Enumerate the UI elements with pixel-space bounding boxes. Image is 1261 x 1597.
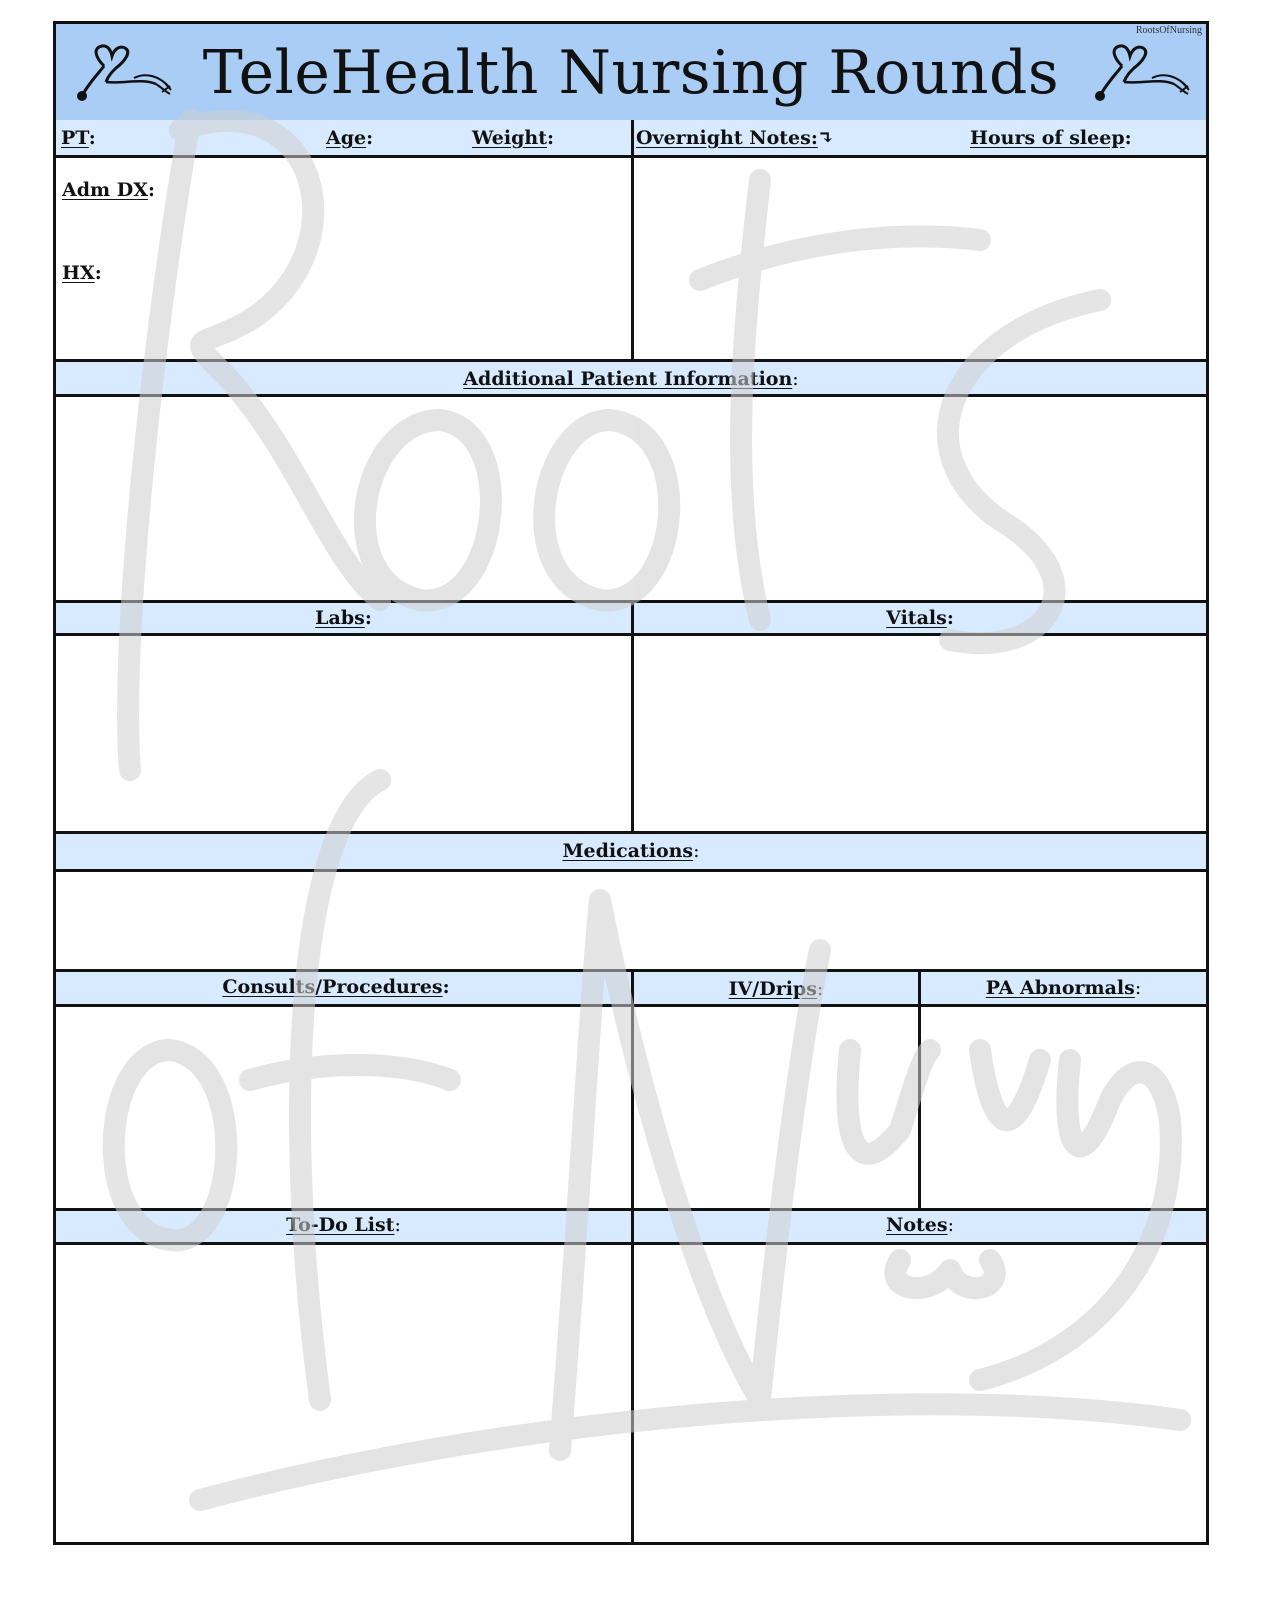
consults-label: Consults/Procedures:	[222, 976, 450, 998]
divider-labs-vitals	[631, 600, 634, 834]
notes-label: Notes:	[885, 1214, 954, 1236]
labs-label: Labs:	[315, 607, 372, 629]
additional-info-label: Additional Patient Information:	[463, 368, 799, 390]
pt-field-label: PT:	[61, 127, 96, 149]
divider-top	[631, 120, 634, 362]
hx-label: HX:	[62, 262, 102, 284]
pa-abnormals-label: PA Abnormals:	[985, 977, 1142, 999]
medications-label: Medications:	[562, 840, 700, 862]
page-title: TeleHealth Nursing Rounds	[202, 38, 1060, 108]
title-bar	[56, 24, 1206, 123]
divider-iv-pa	[918, 969, 921, 1211]
todo-label: To-Do List:	[286, 1214, 401, 1236]
weight-field-label: Weight:	[472, 127, 554, 149]
rounds-sheet	[53, 21, 1209, 1545]
arrow-down-icon: ↴	[817, 127, 834, 149]
iv-drips-label: IV/Drips:	[728, 978, 824, 1000]
hours-of-sleep-label: Hours of sleep:	[970, 127, 1132, 149]
stethoscope-heart-icon	[1092, 44, 1192, 106]
overnight-notes-label: Overnight Notes:↴	[636, 127, 834, 149]
vitals-label: Vitals:	[886, 607, 954, 629]
age-field-label: Age:	[326, 127, 374, 149]
adm-dx-label: Adm DX:	[62, 179, 155, 201]
credit-text: RootsOfNursing	[1135, 25, 1202, 36]
divider-bottom	[631, 969, 634, 1542]
